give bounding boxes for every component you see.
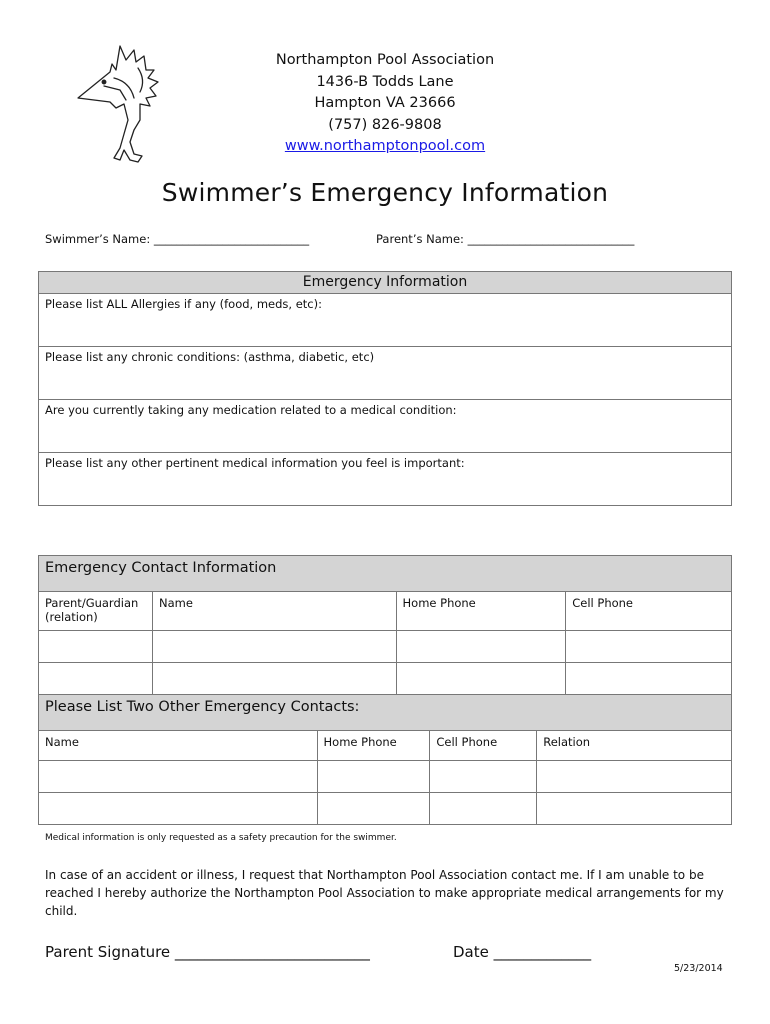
org-name: Northampton Pool Association: [275, 52, 495, 68]
medication-field[interactable]: Are you currently taking any medication related to a medical condition:: [39, 400, 732, 453]
organization-header: [0, 50, 770, 158]
date-field[interactable]: Date _____________: [453, 943, 592, 961]
table-cell[interactable]: [317, 761, 430, 793]
other-contacts-heading: Please List Two Other Emergency Contacts:: [39, 695, 732, 731]
table-row: [39, 631, 732, 663]
org-city: Hampton VA 23666: [314, 95, 456, 111]
table-cell[interactable]: [566, 631, 732, 663]
table-cell[interactable]: [317, 793, 430, 825]
website-link[interactable]: www.northamptonpool.com: [284, 138, 486, 154]
table-cell[interactable]: [39, 793, 318, 825]
column-header-cell-phone: Cell Phone: [566, 592, 732, 631]
emergency-contact-table: [38, 555, 732, 695]
column-header-home-phone: Home Phone: [396, 592, 566, 631]
column-header-relation: Parent/Guardian (relation): [39, 592, 153, 631]
table-row: [39, 663, 732, 695]
parent-signature-field[interactable]: Parent Signature __________________________: [45, 943, 370, 961]
authorization-statement: In case of an accident or illness, I request that Northampton Pool Association contact me. If I am unable to be reached I hereby authorize the Northampton Pool Association to make appropriate medical arrangements for my child.: [45, 868, 724, 918]
safety-note: Medical information is only requested as a safety precaution for the swimmer.: [45, 833, 397, 843]
table-row: [39, 761, 732, 793]
other-contacts-table: [38, 694, 732, 825]
chronic-conditions-field[interactable]: Please list any chronic conditions: (asthma, diabetic, etc): [39, 347, 732, 400]
table-cell[interactable]: [537, 793, 732, 825]
org-phone: (757) 826-9808: [328, 116, 442, 133]
parent-name-field[interactable]: Parent’s Name: _____________________________: [376, 232, 635, 246]
table-cell[interactable]: [566, 663, 732, 695]
column-header-relation: Relation: [537, 731, 732, 761]
table-cell[interactable]: [39, 663, 153, 695]
table-cell[interactable]: [39, 631, 153, 663]
table-cell[interactable]: [537, 761, 732, 793]
table-cell[interactable]: [396, 663, 566, 695]
table-cell[interactable]: [430, 793, 537, 825]
table-cell[interactable]: [152, 663, 396, 695]
table-cell[interactable]: [430, 761, 537, 793]
table-cell[interactable]: [396, 631, 566, 663]
org-address: 1436-B Todds Lane: [316, 73, 454, 90]
column-header-name: Name: [39, 731, 318, 761]
revision-date: 5/23/2014: [674, 963, 723, 974]
column-header-cell-phone: Cell Phone: [430, 731, 537, 761]
column-header-name: Name: [152, 592, 396, 631]
swimmer-name-field[interactable]: Swimmer’s Name: ___________________________: [45, 232, 310, 246]
table-cell[interactable]: [152, 631, 396, 663]
emergency-contact-heading: Emergency Contact Information: [39, 556, 732, 592]
table-cell[interactable]: [39, 761, 318, 793]
other-medical-info-field[interactable]: Please list any other pertinent medical information you feel is important:: [39, 453, 732, 506]
emergency-info-heading: Emergency Information: [39, 272, 732, 294]
column-header-home-phone: Home Phone: [317, 731, 430, 761]
allergies-field[interactable]: Please list ALL Allergies if any (food, meds, etc):: [39, 294, 732, 347]
emergency-info-table: [38, 271, 732, 506]
form-title: Swimmer’s Emergency Information: [161, 178, 609, 207]
table-row: [39, 793, 732, 825]
